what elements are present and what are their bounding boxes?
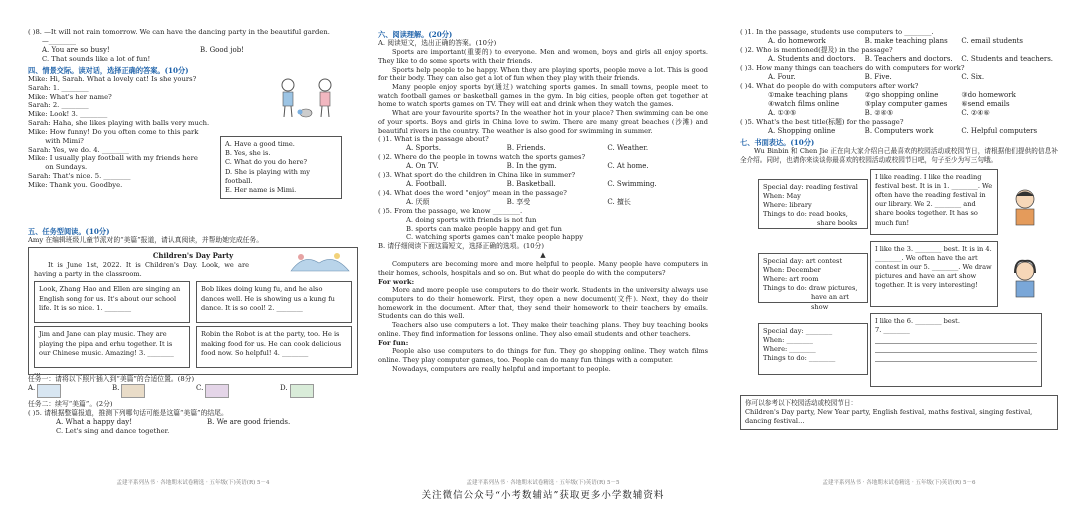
photo-c-image [205,384,229,398]
dialog-lines [28,75,228,190]
part-a-options [378,162,708,171]
part-b-options [740,100,1058,109]
part-b-question: ( )2. Who is mentioned(提及) in the passage? [740,45,893,54]
dialog-line: Sarah: Yes, we do. 4. ________ [28,145,130,154]
option: ⑤play computer games [864,99,948,108]
q8-options [28,46,358,55]
option: ⑥send emails [961,99,1010,108]
q8-option-b: B. Good job! [200,45,244,54]
option: B. Five. [864,72,892,81]
text-box-3-blank-7: 7. ________ [875,325,910,334]
article-box-3 [34,326,190,368]
article-box-4 [196,326,352,368]
photo-b [112,384,190,400]
photo-b-label: B. [112,383,120,392]
for-work-heading: For work: [378,277,415,286]
option: A. Shopping online [768,126,836,135]
passage-a-paragraph: Many people enjoy sports by(通过) watching sports games. In small towns, people meet to watch football games or basketball games in the gym. In big cities, people often get together at home to watch sports games on TV. They will eat and drink when they watch the games. [378,83,708,109]
card-2-where: Where: art room [763,275,819,283]
part-a-q5-options [378,216,708,242]
section-6-title: 六、阅读理解。(20分) [378,30,453,39]
q8-question: ( )8. —It will not rain tomorrow. We can have the dancing party in the beautiful garden. [28,28,330,36]
part-b-options [740,37,1058,46]
article-box-1-text: Look, Zhang Hao and Ellen are singing an English song for us. It's about our school life. It is so nice. 1. ________ [39,285,181,312]
choice-item: D. She is playing with my football. [225,167,310,185]
part-a-options [378,180,708,189]
card-2-things-2: have an art show [811,293,849,311]
article-box-4-text: Robin the Robot is at the party, too. He is making food for us. He can cook delicious food now. So helpful! 4. ________ [201,330,342,357]
card-1-special-day: Special day: reading festival [763,182,858,191]
part-a-options [378,198,708,207]
boy-avatar-icon [1008,187,1042,227]
article-box-1 [34,281,190,323]
passage-a-paragraph: What are your favourite sports? In the weather hot in your place? Then swimming can be one of your sports. Boys and girls in China love to swim. There are many great beaches (沙滩) and beautiful rivers in the country. The weather is also good for swimming in summer. [378,109,708,135]
choice-item: C. What do you do here? [225,158,308,167]
dialog-line: Mike: Thank you. Goodbye. [28,180,123,189]
section-4-title: 四、情景交际。读对话，选择正确的答案。(10分) [28,65,189,75]
choice-list [225,140,337,195]
section-7-intro: Wu Binbin 和 Chen Jie 正在向大家介绍自己最喜欢的校园活动或校园节日，请根据他们提供的信息补全介绍。同时，也请你来谈谈你最喜欢的校园活动或校园节日吧，句子至少为写三句哦。 [740,147,1058,164]
info-card-2 [758,253,868,311]
part-b-options [740,73,1058,82]
option: C. email students [961,36,1024,45]
watermark-text: 关注微信公众号“小考数辅站”获取更多小学数辅资料 [421,490,665,501]
part-b-question: ( )3. How many things can teachers do with computers for work? [740,63,965,72]
photo-a [28,384,106,400]
option: A. 厌烦 [406,197,430,206]
reference-box [740,395,1058,431]
writing-block-2 [740,241,1058,313]
section-5-intro: Amy 在编辑班级儿童节派对的“美篇”报道，请认真阅读，并帮助她完成任务。 [28,236,264,245]
part-a-q5-option: C. watching sports games can't make people happy [406,233,584,242]
card-3-when: When: ________ [763,335,813,344]
option: C. ②④⑥ [961,108,990,117]
party-illustration [289,251,351,273]
passage-a [378,48,708,135]
task-1: 任务一：请将以下照片插入到“美篇”的合适位置。(8分) [28,375,195,384]
choice-item: B. Yes, she is. [225,149,271,158]
dialog-line: Sarah: That's nice. 5. ________ [28,172,131,181]
photo-d-image [290,384,314,398]
card-2-things: Things to do: draw pictures, [763,284,858,293]
info-card-3 [758,323,868,375]
card-1-when: When: May [763,191,801,200]
option: B. Teachers and doctors. [864,54,953,63]
card-3-special-day: Special day: ________ [763,326,833,335]
option: B. make teaching plans [864,36,948,45]
info-card-1 [758,179,868,229]
passage-b-paragraph: Computers are becoming more and more helpful to people. Many people have computers in their homes, schools, hospitals and so on. But what do people do with the computers? [378,260,708,277]
dialog-line: Mike: What's her name? [28,92,112,101]
party-intro: It is June 1st, 2022. It is Children's Day. Look, we are having a party in the classroom. [34,260,249,278]
option: C. Six. [961,72,985,81]
photo-c-label: C. [196,383,204,392]
option: ①make teaching plans [768,90,848,99]
passage-b-work-paragraph: Teachers also use computers a lot. They make their teaching plans. They buy teaching books online. They find information for lessons online. They also email students and other teachers. [378,321,708,338]
page-right [740,28,1058,508]
passage-b-fun [378,347,708,373]
option: B. In the gym. [506,161,557,170]
reference-list: Children's Day party, New Year party, English festival, maths festival, singing festival, dancing festival… [745,407,1033,425]
part-a-question: ( )2. Where do the people in towns watch the sports games? [378,153,586,162]
party-title: Children's Day Party [152,251,234,261]
photo-a-image [37,384,61,398]
photo-d [280,384,358,400]
text-box-3-line: I like the 6. ________ best. [875,316,960,325]
text-box-1: I like reading. I like the reading festival best. It is in 1. ________. We often have the reading festival in our library. We 2. ________ and share books together. It has so much fun! [870,169,998,235]
passage-b-fun-paragraph: Nowadays, computers are really helpful and important to people. [392,364,611,373]
part-b-question: ( )1. In the passage, students use computers to ________. [740,28,934,36]
option: C. Swimming. [607,179,657,188]
section-5-title: 五、任务型阅读。(10分) [28,226,110,236]
passage-b-work-paragraph: More and more people use computers to do their work. Students in the university always use computers to do their homework. First, they open a new document(文件). Next, they do their homework in the document. After that, they send their homework to their teachers by emails. Students can do this well. [378,286,708,321]
passage-a-paragraph: Sports are important(重要的) to everyone. Men and women, boys and girls all enjoy sports. They like to do some sports with their friends. [378,48,708,65]
option: B. 享受 [506,197,531,206]
option: ④watch films online [768,99,840,108]
q5-question: ( )5. 请根据整篇报道，推测下列哪句话可能是这篇“美篇”的结尾。 [28,408,228,417]
choice-item: A. Have a good time. [225,139,295,148]
photo-a-label: A. [28,383,36,392]
option: B. Basketball. [506,179,556,188]
card-1-things-2: share books [817,219,858,228]
part-b-options [740,109,1058,118]
option: A. Four. [768,72,796,81]
part-a-question: ( )4. What does the word "enjoy" mean in the passage? [378,188,567,197]
option: A. On TV. [406,161,439,170]
writing-block-1 [740,169,1058,241]
section-7-title: 七、书面表达。(10分) [740,137,815,147]
part-b-questions [740,28,1058,136]
for-fun-heading: For fun: [378,338,409,347]
passage-a-paragraph: Sports help people to be happy. When they are playing sports, people move a lot. This is good for their body. They can also get a lot of fun when they play with their friends. [378,65,708,83]
page-footer-left: 孟建平系列丛书 · 各地期末试卷精选 · 五年级(下)英语(R) 5－4 [116,480,270,486]
dialog-line: on Sundays. [28,163,88,172]
writing-block-3 [740,313,1058,391]
option: ③do homework [961,90,1016,99]
q5-option-a: A. What a happy day! [56,417,133,426]
card-3-things: Things to do: ________ [763,354,836,363]
card-1-where: Where: library [763,201,812,209]
part-a-q5-option: B. sports can make people happy and get fun [406,224,562,233]
passage-b-work [378,286,708,338]
q5-option-b: B. We are good friends. [207,417,291,426]
option: ②go shopping online [864,90,939,99]
option: A. Students and doctors. [768,54,856,63]
option: C. Weather. [607,144,649,153]
option: C. Students and teachers. [961,54,1054,63]
q5-options [28,418,358,427]
page-middle [378,28,708,508]
page-left [28,28,358,508]
part-b-options [740,55,1058,64]
photo-options [28,384,358,400]
page-footer-middle: 孟建平系列丛书 · 各地期末试卷精选 · 五年级(下)英语(R) 5－5 [466,480,620,486]
passage-b-fun-paragraph: People also use computers to do things for fun. They go shopping online. They watch films online. They play computer games, too. People can do many fun things with a computer. [378,347,708,365]
option: A. Football. [406,179,447,188]
card-2-special-day: Special day: art contest [763,256,843,265]
part-a-q5: ( )5. From the passage, we know ________. [378,206,523,215]
option: B. ②④⑤ [864,108,894,117]
part-a-title: A. 阅读短文，选出正确的答案。(10分) [378,39,497,48]
meipian-article [28,247,358,375]
dialog-line: with Mimi? [28,136,84,145]
girl-avatar-icon [1008,259,1042,299]
part-b-question: ( )4. What do people do with computers after work? [740,81,919,90]
part-b-options [740,127,1058,136]
task-2: 任务二：续写“美篇”。(2分) [28,399,113,408]
card-2-when: When: December [763,265,821,274]
dialog-line: Mike: Hi, Sarah. What a lovely cat! Is she yours? [28,74,197,83]
dialog-line: Sarah: 1. ________ [28,83,89,92]
option: C. 擅长 [607,197,631,206]
dialog-line: Sarah: 2. ________ [28,101,89,110]
text-box-2: I like the 3. ________ best. It is in 4. ________. We often have the art contest in our 5. ________. We draw pictures and have an art show together. It is very interesting! [870,241,998,307]
dialog-line: Sarah: Haha, she likes playing with balls very much. [28,119,210,128]
passage-b [378,260,708,277]
photo-b-image [121,384,145,398]
article-box-2-text: Bob likes doing kung fu, and he also dances well. He is showing us a kung fu dance. It is so cool! 2. ________ [201,285,335,312]
choice-item: E. Her name is Mimi. [225,186,297,195]
part-a-options [378,144,708,153]
q8-option-a: A. You are so busy! [42,45,110,54]
card-3-where: Where: ________ [763,345,816,353]
q8-blank: —________ [42,36,76,45]
reference-title: 你可以参考以下校园活动或校园节日： [745,398,858,407]
card-1-things: Things to do: read books, [763,210,848,219]
article-box-3-text: Jim and Jane can play music. They are playing the pipa and erhu together. It is our Chinese music. Amazing! 3. ________ [39,330,174,357]
dialog-line: Mike: How funny! Do you often come to this park [28,127,199,136]
part-b-title: B. 请仔细阅读下面这篇短文，选择正确的选项。(10分) [378,242,545,251]
photo-c [196,384,274,400]
dialog-line: Mike: Look! 3. ________ [28,110,108,119]
option: C. Helpful computers [961,126,1038,135]
photo-d-label: D. [280,383,288,392]
q5-option-c: C. Let's sing and dance together. [56,426,170,435]
article-box-2 [196,281,352,323]
dialog-area [28,75,358,225]
part-b-question: ( )5. What's the best title(标题) for the passage? [740,117,904,126]
page-footer-right: 孟建平系列丛书 · 各地期末试卷精选 · 五年级(下)英语(R) 5－6 [822,480,976,486]
choices-box [220,136,342,199]
option: C. At home. [607,161,649,170]
part-a-questions [378,135,708,207]
option: A. do homework [768,36,826,45]
option: B. Friends. [506,144,546,153]
option: B. Computers work [864,126,934,135]
ellipsis: … [34,368,41,377]
option: A. Sports. [406,144,441,153]
triangle-divider-icon: ▲ [540,251,546,260]
text-box-3 [870,313,1042,387]
part-a-question: ( )3. What sport do the children in China like in summer? [378,171,576,180]
q8-option-c: C. That sounds like a lot of fun! [42,54,151,63]
part-a-q5-option: A. doing sports with friends is not fun [406,215,537,224]
option: A. ①③⑤ [768,108,797,117]
dialog-line: Mike: I usually play football with my friends here [28,154,198,163]
part-a-question: ( )1. What is the passage about? [378,135,489,144]
part-b-options [740,91,1058,100]
kids-cat-illustration [273,75,343,119]
